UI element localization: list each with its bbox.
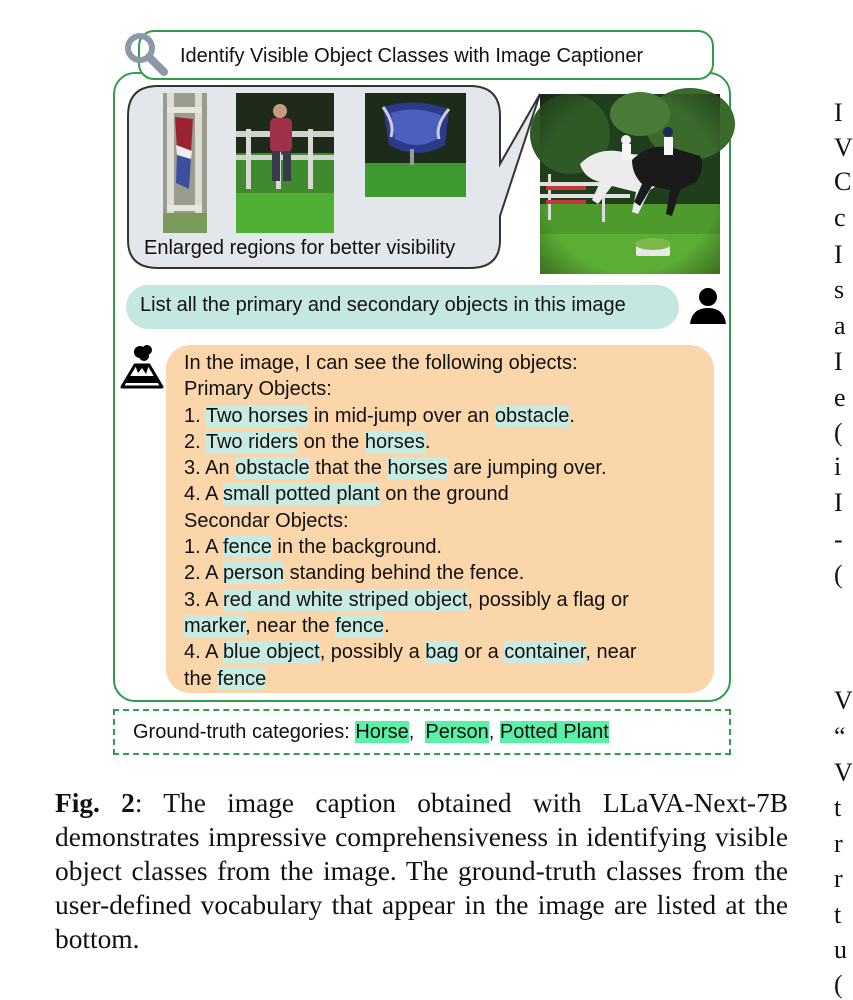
highlighted-object-term: red and white striped object — [222, 588, 468, 611]
highlighted-object-term: small potted plant — [222, 483, 380, 506]
response-text: on the — [298, 430, 365, 453]
response-text: the — [184, 667, 218, 690]
highlighted-object-term: marker — [184, 614, 246, 637]
secondary-object-line — [184, 613, 702, 639]
ground-truth-label: Ground-truth categories: — [133, 721, 356, 743]
column-fragment: - — [834, 525, 843, 554]
primary-object-line — [184, 429, 702, 455]
response-text: or a — [458, 641, 505, 664]
user-icon — [688, 286, 728, 326]
highlighted-object-term: Two riders — [205, 430, 299, 453]
highlighted-object-term: obstacle — [235, 457, 310, 480]
response-text: in mid-jump over an — [308, 404, 495, 427]
secondary-object-line — [184, 639, 702, 665]
highlighted-object-term: fence — [222, 536, 272, 559]
column-fragment: I — [834, 240, 843, 269]
search-icon — [122, 30, 170, 78]
response-text: 3. An — [184, 457, 236, 480]
response-text: 4. A — [184, 483, 223, 506]
response-text: 1. — [184, 404, 206, 427]
user-prompt-text: List all the primary and secondary objects in this image — [140, 294, 626, 316]
figure-label: Fig. 2 — [55, 788, 135, 818]
response-text: 4. A — [184, 641, 223, 664]
response-text: , possibly a — [319, 641, 426, 664]
response-text: 2. — [184, 430, 206, 453]
primary-objects-heading: Primary Objects: — [184, 378, 332, 401]
highlighted-object-term: bag — [425, 641, 459, 664]
figure-title: Identify Visible Object Classes with Image Captioner — [180, 45, 644, 67]
secondary-objects-list — [184, 534, 702, 692]
highlighted-object-term: fence — [335, 614, 385, 637]
response-intro: In the image, I can see the following objects: — [184, 352, 578, 374]
adjacent-column-fragments — [834, 0, 853, 999]
highlighted-object-term: horses — [387, 457, 448, 480]
primary-objects-list — [184, 403, 702, 508]
highlighted-object-term: obstacle — [494, 404, 570, 427]
primary-object-line — [184, 455, 702, 481]
secondary-object-line — [184, 666, 702, 692]
secondary-object-line — [184, 587, 702, 613]
highlighted-object-term: Two horses — [205, 404, 309, 427]
response-text: that the — [309, 457, 388, 480]
crop-striped-flag-image — [163, 93, 207, 233]
response-text: . — [569, 404, 575, 427]
column-fragment: r — [834, 829, 843, 858]
highlighted-object-term: fence — [217, 667, 267, 690]
horse-jump-photo — [540, 94, 720, 274]
highlighted-object-term: blue object — [222, 641, 320, 664]
secondary-object-line — [184, 534, 702, 560]
column-fragment: c — [834, 203, 846, 232]
column-fragment: I — [834, 98, 843, 127]
secondary-objects-heading: Secondar Objects: — [184, 509, 349, 532]
response-text: 2. A — [184, 562, 223, 585]
ground-truth-tag-person: Person — [425, 721, 489, 743]
column-fragment: i — [834, 452, 842, 481]
user-prompt-bubble — [126, 285, 679, 329]
response-text: , near the — [245, 614, 336, 637]
column-fragment: ( — [834, 970, 843, 999]
column-fragment: “ — [834, 722, 846, 751]
response-text: . — [384, 614, 390, 637]
column-fragment: V — [834, 758, 853, 787]
column-fragment: V — [834, 133, 853, 162]
response-text: . — [424, 430, 431, 453]
column-fragment: ( — [834, 560, 843, 589]
column-fragment: a — [834, 311, 846, 340]
crop-blue-object-image — [365, 93, 466, 197]
response-text: , possibly a flag or — [467, 588, 629, 611]
column-fragment: I — [834, 488, 843, 517]
response-text: , near — [585, 641, 637, 664]
column-fragment: t — [834, 793, 842, 822]
column-fragment: V — [834, 686, 853, 715]
assistant-response-bubble — [166, 345, 714, 693]
column-fragment: ( — [834, 418, 843, 447]
bubble-caption: Enlarged regions for better visibility — [144, 237, 456, 259]
column-fragment: I — [834, 347, 843, 376]
response-text: 1. A — [184, 536, 223, 559]
ground-truth-box: Ground-truth categories: Horse, Person, Potted Plant — [113, 709, 731, 755]
response-text: on the ground — [379, 483, 509, 506]
column-fragment: s — [834, 275, 845, 304]
column-fragment: u — [834, 935, 847, 964]
response-text: are jumping over. — [447, 457, 607, 480]
response-text: 3. A — [184, 588, 223, 611]
figure-title-tab — [138, 30, 714, 80]
figure-caption-text: : The image caption obtained with LLaVA-Next-7B demonstrates impressive comprehensiveness in identifying visible object classes from the image. The ground-truth classes from the user-defined vocabulary that appear in the image are listed at the bottom. — [55, 788, 788, 954]
figure-caption — [55, 786, 788, 956]
ground-truth-tag-potted-plant: Potted Plant — [499, 721, 609, 743]
highlighted-object-term: horses — [364, 430, 425, 453]
ground-truth-tag-horse: Horse — [355, 721, 409, 743]
highlighted-object-term: container — [504, 641, 586, 664]
response-text: in the background. — [271, 536, 442, 559]
volcano-assistant-icon — [120, 343, 164, 391]
column-fragment: t — [834, 900, 842, 929]
highlighted-object-term: person — [222, 562, 285, 585]
crop-person-behind-fence-image — [236, 93, 334, 233]
primary-object-line — [184, 481, 702, 507]
column-fragment: C — [834, 167, 852, 196]
column-fragment: e — [834, 383, 846, 412]
primary-object-line — [184, 403, 702, 429]
response-text: standing behind the fence. — [284, 562, 525, 585]
secondary-object-line — [184, 560, 702, 586]
column-fragment: r — [834, 864, 843, 893]
